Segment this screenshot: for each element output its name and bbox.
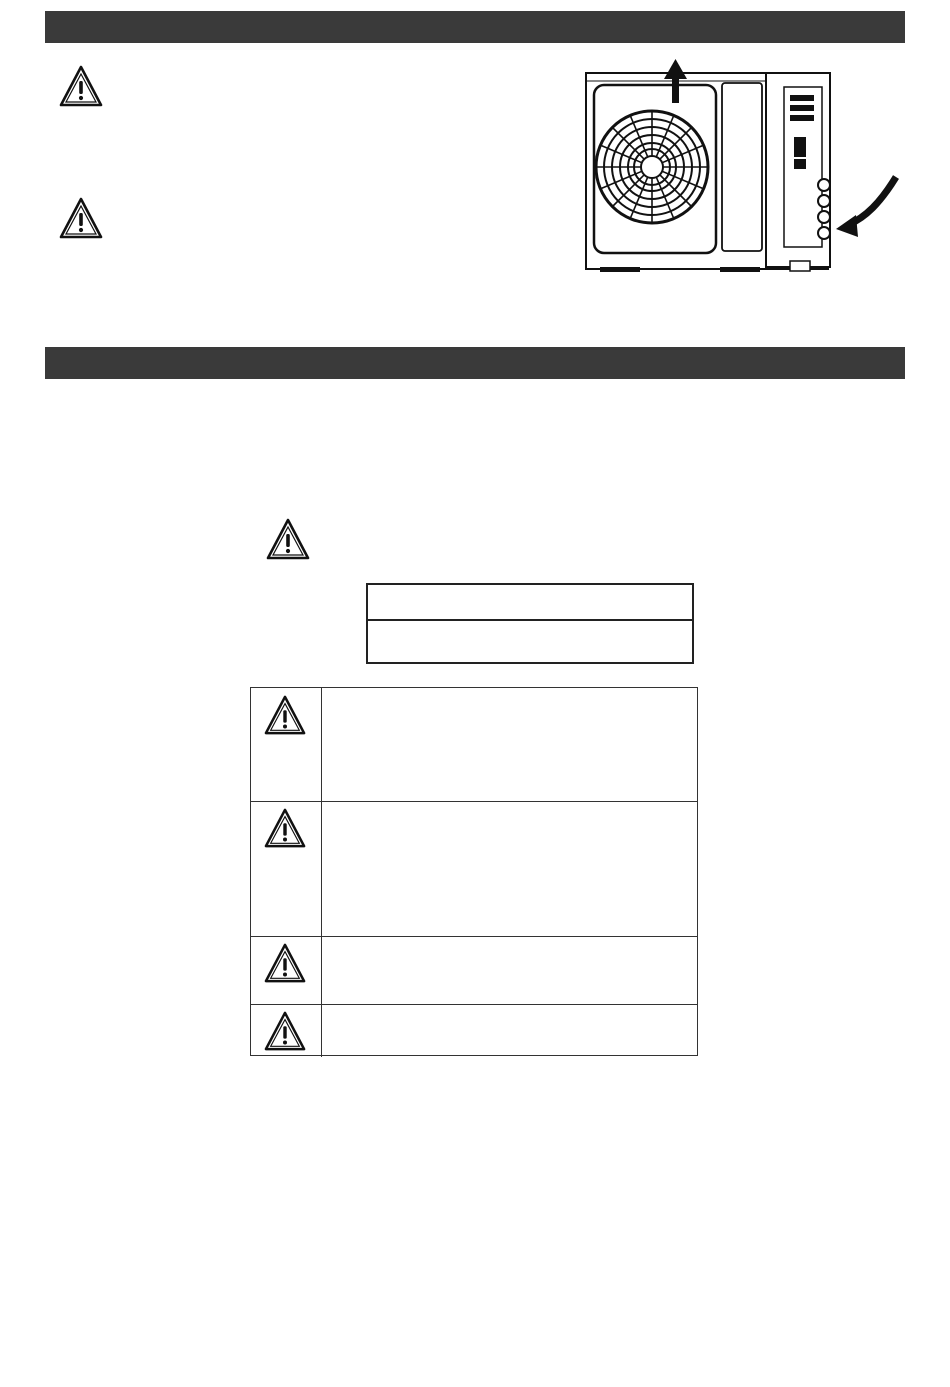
- warning-table: [250, 687, 698, 1056]
- warning-table-icon-cell: [251, 801, 322, 936]
- warning-table-row: [251, 688, 697, 802]
- warning-triangle-icon: [263, 694, 307, 736]
- warning-table-text-cell: [322, 936, 697, 1004]
- warning-table-text-cell: [322, 688, 697, 801]
- warning-table-icon-cell: [251, 936, 322, 1004]
- warning-triangle-icon: [263, 807, 307, 849]
- section-1-header-bar: [45, 11, 905, 43]
- warning-triangle-icon: [263, 942, 307, 984]
- warning-triangle-icon: [263, 1010, 307, 1052]
- info-table-row: [368, 621, 692, 662]
- warning-triangle-icon: [58, 196, 104, 240]
- warning-table-row: [251, 801, 697, 937]
- warning-table-text-cell: [322, 801, 697, 936]
- warning-table-row: [251, 1004, 697, 1057]
- info-table-row: [368, 585, 692, 621]
- warning-triangle-icon: [58, 64, 104, 108]
- warning-table-icon-cell: [251, 688, 322, 801]
- warning-table-icon-cell: [251, 1004, 322, 1057]
- outdoor-unit-illustration: [580, 55, 902, 280]
- warning-table-row: [251, 936, 697, 1005]
- warning-triangle-icon: [265, 517, 311, 561]
- section-2-header-bar: [45, 347, 905, 379]
- info-table: [366, 583, 694, 664]
- warning-table-text-cell: [322, 1004, 697, 1057]
